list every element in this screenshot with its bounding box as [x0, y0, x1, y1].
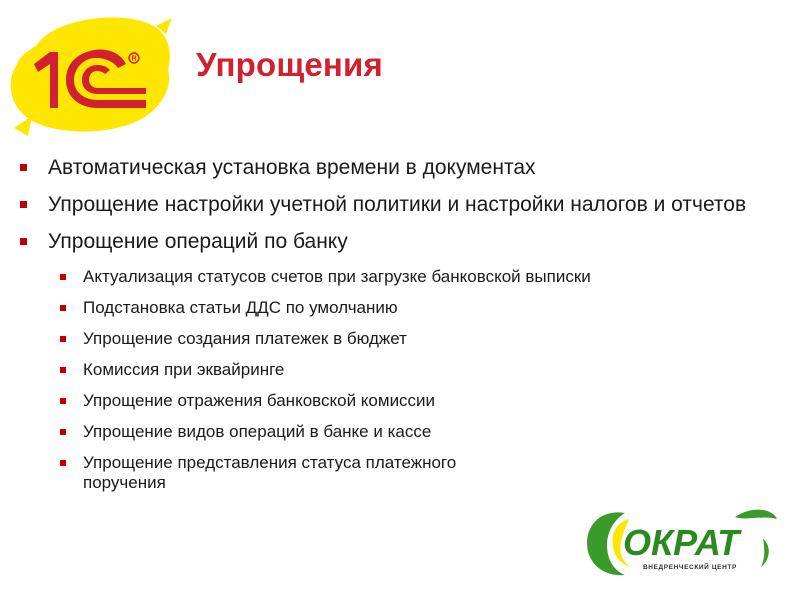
bullet-item [20, 193, 748, 217]
svg-text:ВНЕДРЕНЧЕСКИЙ ЦЕНТР: ВНЕДРЕНЧЕСКИЙ ЦЕНТР [643, 564, 737, 571]
sub-bullet-text: Комиссия при эквайринге [83, 360, 285, 379]
bullet-text: Упрощение настройки учетной политики и настройки налогов и отчетов [48, 193, 747, 216]
sub-bullet-text: Актуализация статусов счетов при загрузке банковской выписки [83, 267, 591, 286]
bullet-marker [20, 201, 27, 208]
sub-bullet-text: Упрощение отражения банковской комиссии [83, 391, 436, 410]
bullet-list [20, 156, 760, 504]
bullet-item [20, 156, 760, 180]
sub-bullet-item [20, 360, 760, 380]
sub-bullet-marker [60, 336, 66, 342]
sub-bullet-item [20, 298, 760, 318]
bullet-marker [20, 164, 27, 171]
bullet-marker [20, 238, 27, 245]
1c-logo [6, 8, 176, 138]
sub-bullet-text: Упрощение видов операций в банке и кассе [83, 422, 432, 441]
sub-bullet-marker [60, 429, 66, 435]
bullet-text: Автоматическая установка времени в документах [48, 156, 536, 179]
sub-bullet-item [20, 391, 760, 411]
sub-bullet-marker [60, 274, 66, 280]
sub-bullet-text: Упрощение создания платежек в бюджет [83, 329, 407, 348]
sub-bullet-marker [60, 460, 66, 466]
sub-bullet-item [20, 329, 760, 349]
sub-bullet-marker [60, 305, 66, 311]
sokrat-logo [585, 505, 780, 583]
svg-text:ОКРАТ: ОКРАТ [623, 522, 740, 563]
sub-bullet-marker [60, 398, 66, 404]
sub-bullet-item [20, 453, 543, 493]
sub-bullet-text: Подстановка статьи ДДС по умолчанию [83, 298, 398, 317]
bullet-text: Упрощение операций по банку [48, 230, 348, 253]
svg-text:R: R [131, 55, 137, 63]
slide-title: Упрощения [196, 46, 383, 83]
sub-bullet-item [20, 422, 760, 442]
sub-bullet-marker [60, 367, 66, 373]
sub-bullet-item [20, 267, 760, 287]
bullet-item [20, 230, 760, 254]
sub-bullet-text: Упрощение представления статуса платежного поручения [83, 453, 457, 492]
